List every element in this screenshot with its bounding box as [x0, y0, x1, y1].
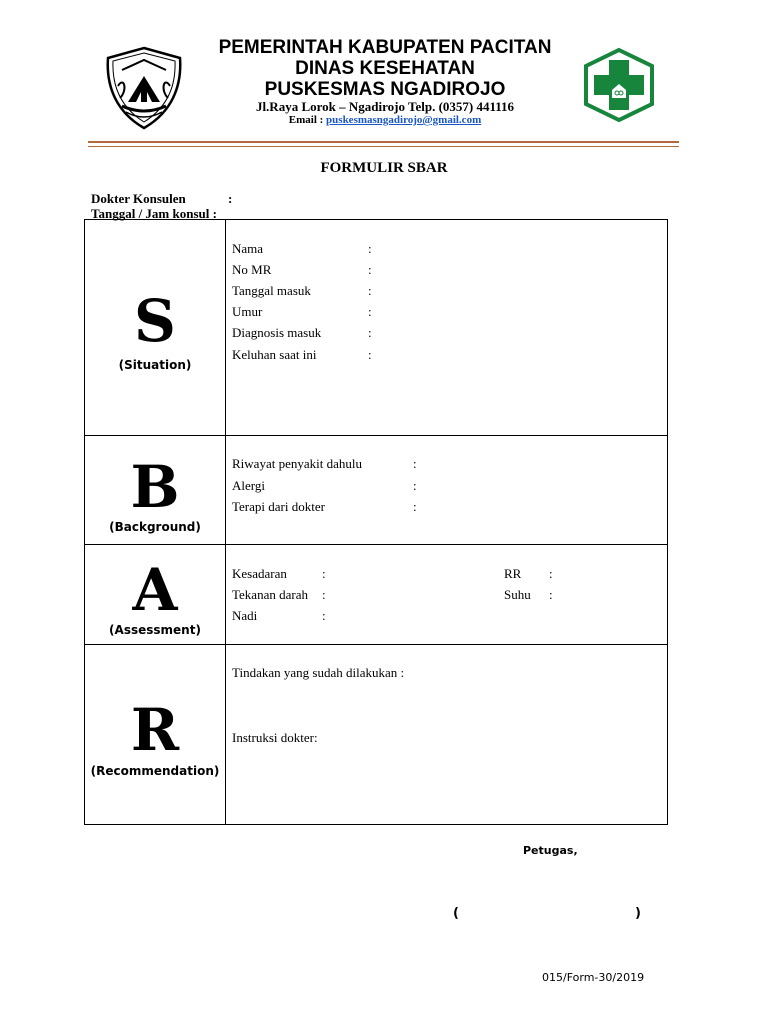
- puskesmas-logo: [578, 46, 660, 124]
- field-keluhan-saat-ini-colon: :: [368, 347, 372, 362]
- background-letter: B: [130, 453, 180, 521]
- header-line-3: PUSKESMAS NGADIROJO: [264, 79, 506, 100]
- field-umur: Umur: [232, 304, 263, 319]
- dokter-konsulen-label: Dokter Konsulen: [91, 191, 186, 206]
- header-address: Jl.Raya Lorok – Ngadirojo Telp. (0357) 441116: [255, 99, 515, 114]
- field-terapi-dokter-colon: :: [413, 499, 417, 514]
- sbar-table: [84, 219, 668, 825]
- email-link[interactable]: puskesmasngadirojo@gmail.com: [326, 114, 482, 126]
- field-tekanan-darah-colon: :: [322, 587, 326, 602]
- signature-close-paren: ): [635, 906, 641, 921]
- assessment-letter: A: [132, 556, 178, 624]
- situation-row: [85, 220, 668, 436]
- background-letter-cell: [85, 436, 226, 545]
- assessment-caption: (Assessment): [109, 623, 201, 637]
- header-divider-thick: [88, 141, 679, 143]
- field-terapi-dokter: Terapi dari dokter: [232, 499, 325, 514]
- field-keluhan-saat-ini: Keluhan saat ini: [232, 347, 317, 362]
- background-caption: (Background): [109, 520, 201, 534]
- field-no-mr: No MR: [232, 262, 272, 277]
- header-line-1: PEMERINTAH KABUPATEN PACITAN: [218, 37, 552, 58]
- signature-open-paren: (: [453, 906, 459, 921]
- recommendation-caption: (Recommendation): [90, 764, 220, 778]
- field-alergi: Alergi: [232, 478, 265, 493]
- field-kesadaran-colon: :: [322, 566, 326, 581]
- kabupaten-emblem: [102, 46, 186, 130]
- recommendation-letter: R: [130, 696, 180, 764]
- header-line-2: DINAS KESEHATAN: [295, 58, 475, 79]
- field-no-mr-colon: :: [368, 262, 372, 277]
- dokter-konsulen-colon: :: [228, 191, 233, 206]
- assessment-row: [85, 545, 668, 645]
- field-nama-colon: :: [368, 241, 372, 256]
- recommendation-row: [85, 645, 668, 825]
- field-riwayat-penyakit: Riwayat penyakit dahulu: [232, 456, 362, 471]
- email-label: Email :: [288, 114, 324, 126]
- field-rr-colon: :: [549, 566, 553, 581]
- field-diagnosis-masuk-colon: :: [368, 325, 372, 340]
- situation-fields-cell: [226, 220, 668, 436]
- background-fields-cell: [226, 436, 668, 545]
- form-code: 015/Form-30/2019: [542, 971, 645, 984]
- situation-caption: (Situation): [118, 358, 192, 372]
- assessment-fields-cell: [226, 545, 668, 645]
- puskesmas-cross-house-icon: [578, 46, 660, 124]
- field-suhu-colon: :: [549, 587, 553, 602]
- field-nadi: Nadi: [232, 608, 258, 623]
- petugas-label: Petugas,: [523, 844, 578, 857]
- situation-letter-cell: [85, 220, 226, 436]
- assessment-letter-cell: [85, 545, 226, 645]
- header-email-line: [192, 114, 578, 126]
- field-tanggal-masuk-colon: :: [368, 283, 372, 298]
- field-umur-colon: :: [368, 304, 372, 319]
- field-kesadaran: Kesadaran: [232, 566, 287, 581]
- field-diagnosis-masuk: Diagnosis masuk: [232, 325, 322, 340]
- field-nadi-colon: :: [322, 608, 326, 623]
- recommendation-fields-cell: [226, 645, 668, 825]
- header-divider-thin: [88, 146, 679, 147]
- field-tanggal-masuk: Tanggal masuk: [232, 283, 311, 298]
- background-row: [85, 436, 668, 545]
- field-instruksi-dokter: Instruksi dokter:: [232, 730, 318, 745]
- field-riwayat-penyakit-colon: :: [413, 456, 417, 471]
- situation-letter: S: [134, 287, 176, 355]
- form-title: FORMULIR SBAR: [320, 160, 448, 176]
- field-tekanan-darah: Tekanan darah: [232, 587, 308, 602]
- field-tindakan: Tindakan yang sudah dilakukan :: [232, 665, 405, 680]
- field-nama: Nama: [232, 241, 264, 256]
- field-alergi-colon: :: [413, 478, 417, 493]
- field-suhu: Suhu: [504, 587, 531, 602]
- recommendation-letter-cell: [85, 645, 226, 825]
- field-rr: RR: [504, 566, 522, 581]
- tanggal-jam-label: Tanggal / Jam konsul :: [91, 206, 217, 221]
- kabupaten-pacitan-emblem-icon: [102, 46, 186, 130]
